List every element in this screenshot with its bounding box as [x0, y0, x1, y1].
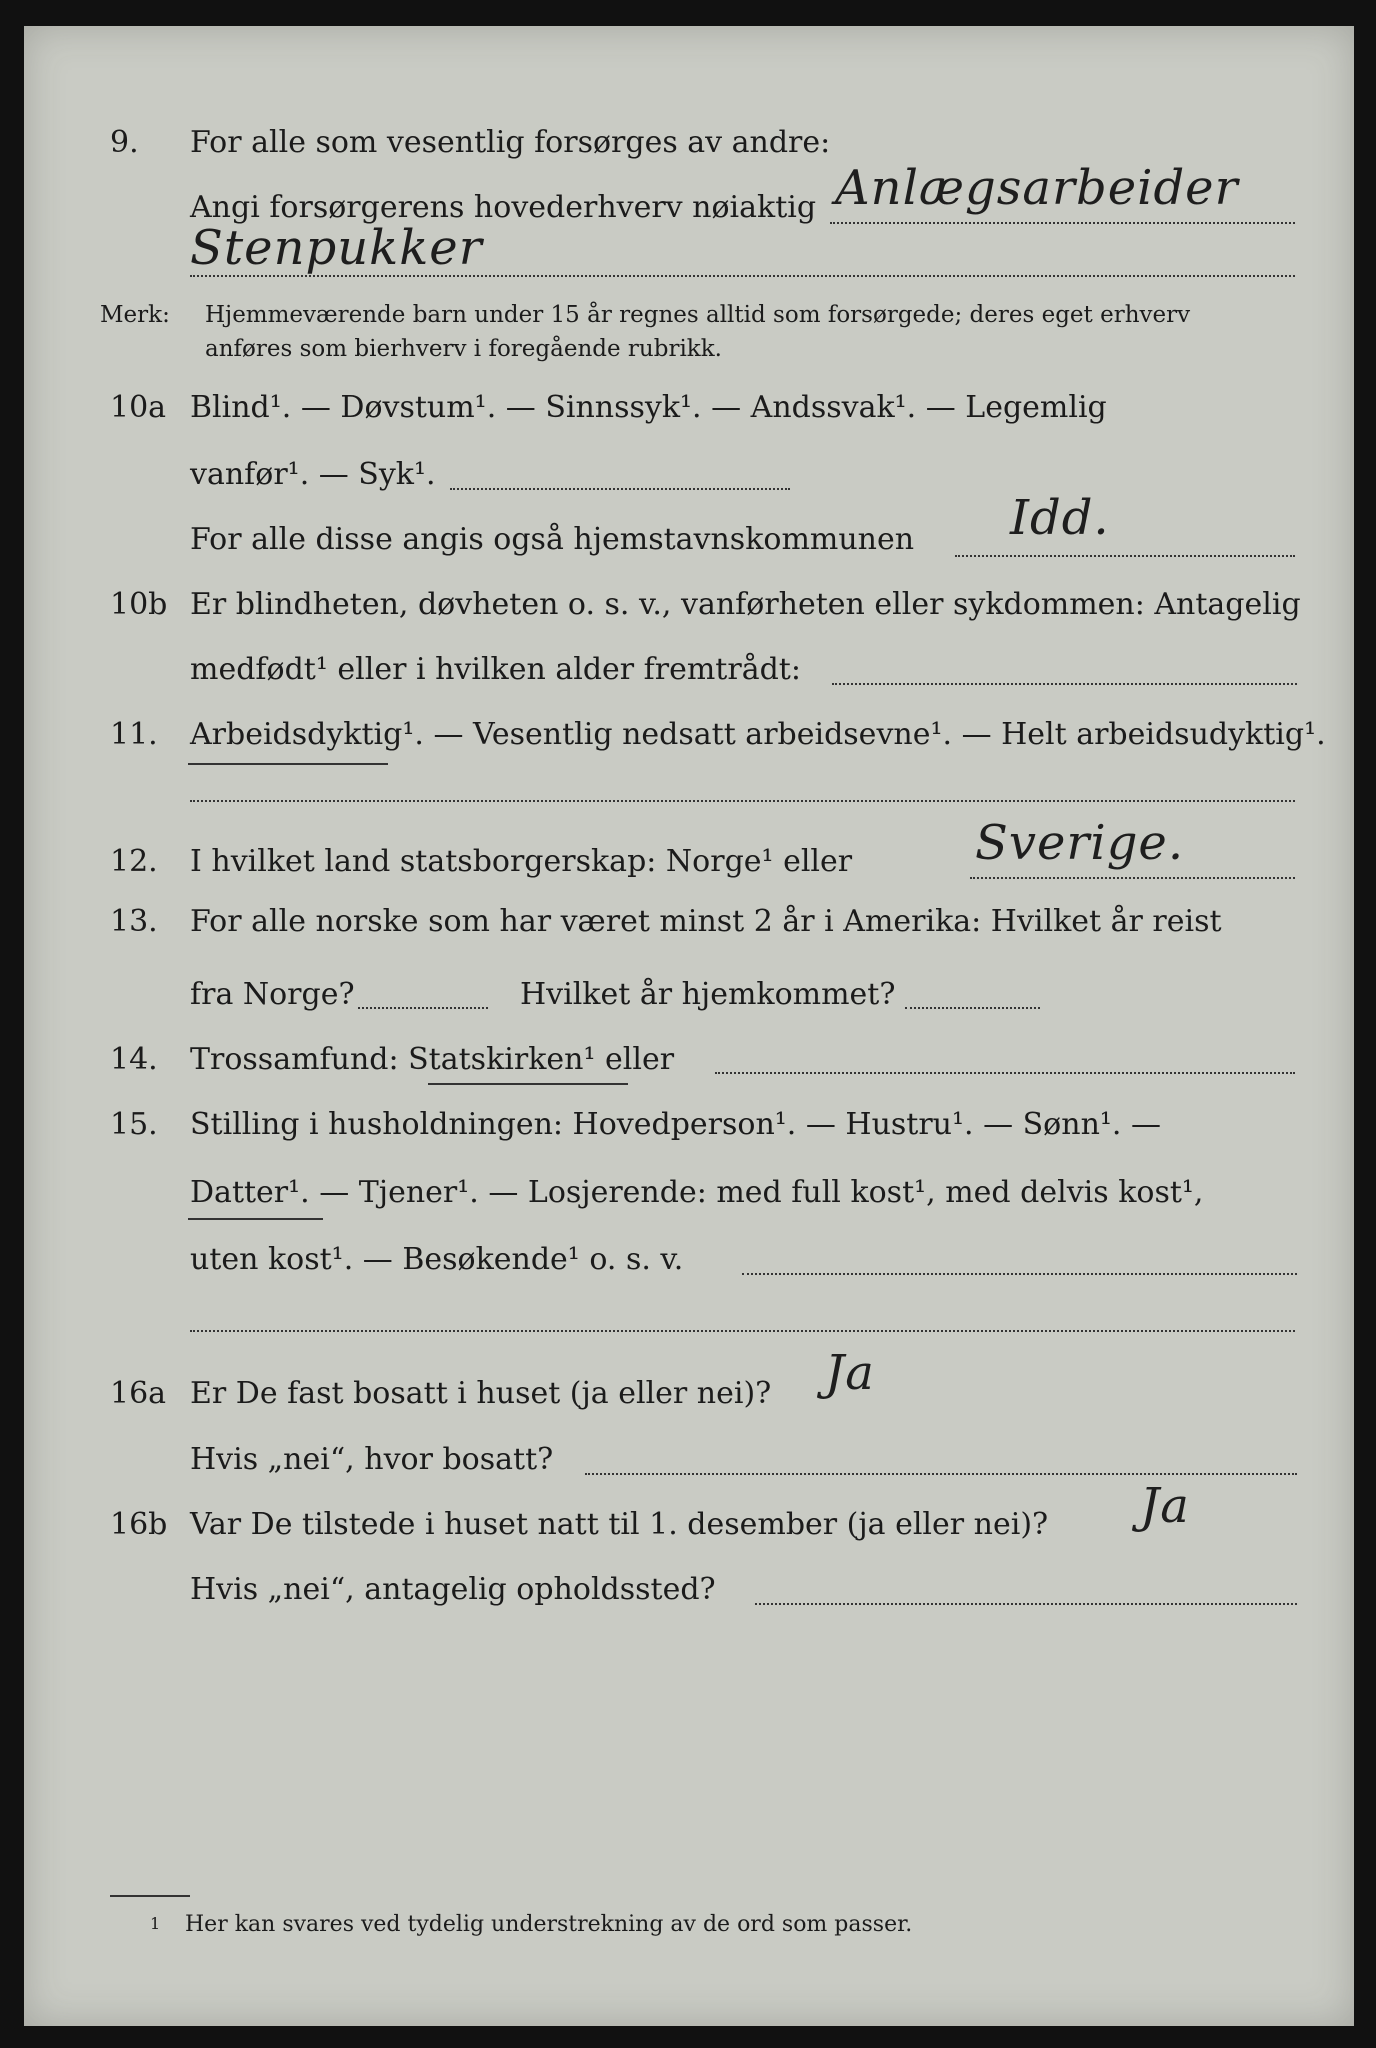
question-10b-answer-line	[832, 683, 1297, 685]
note-text-1: Hjemmeværende barn under 15 år regnes alltid som forsørgede; deres eget erhverv	[205, 302, 1191, 328]
question-14-answer-underline	[428, 1083, 628, 1085]
question-10a-handwritten-answer: Idd.	[1010, 490, 1110, 546]
question-10b-number: 10b	[110, 587, 168, 622]
question-13-return-text: Hvilket år hjemkommet?	[520, 977, 896, 1012]
question-11-number: 11.	[110, 717, 158, 752]
footnote-mark: 1	[150, 1914, 161, 1933]
question-12-number: 12.	[110, 844, 158, 879]
question-12-handwritten-answer: Sverige.	[975, 815, 1185, 871]
question-10a-row-3	[0, 510, 1376, 570]
question-9-answer-line-1	[830, 222, 1295, 224]
question-10b-row-2	[0, 640, 1376, 700]
question-16a-row-1	[0, 1364, 1376, 1424]
question-11-answer-underline	[188, 763, 388, 765]
question-9-text: For alle som vesentlig forsørges av andre:	[190, 125, 831, 160]
question-16b-subtext: Hvis „nei“, antagelig opholdssted?	[190, 1572, 716, 1607]
question-12-answer-line	[970, 877, 1295, 879]
question-15-answer-line-1	[742, 1273, 1297, 1275]
question-16b-row-2	[0, 1560, 1376, 1620]
question-16a-number: 16a	[110, 1376, 167, 1411]
question-13-number: 13.	[110, 904, 158, 939]
note-row-2	[0, 332, 1376, 366]
question-13-row-1	[0, 892, 1376, 952]
question-14-answer-line	[715, 1072, 1295, 1074]
question-15-subtext-2: uten kost¹. — Besøkende¹ o. s. v.	[190, 1242, 684, 1277]
question-10a-subtext: vanfør¹. — Syk¹.	[190, 457, 436, 492]
question-15-text: Stilling i husholdningen: Hovedperson¹. — Hustru¹. — Sønn¹. —	[190, 1107, 1161, 1142]
question-10b-subtext: medfødt¹ eller i hvilken alder fremtrådt:	[190, 652, 801, 687]
footnote-text: Her kan svares ved tydelig understrekning av de ord som passer.	[185, 1912, 913, 1937]
question-16b-answer-line	[755, 1603, 1297, 1605]
question-15-row-2	[0, 1163, 1376, 1223]
question-12-text: I hvilket land statsborgerskap: Norge¹ eller	[190, 844, 853, 879]
question-10a-answer-line	[955, 555, 1295, 557]
note-text-2: anføres som bierhverv i foregående rubrikk.	[205, 336, 722, 362]
question-10a-number: 10a	[110, 390, 167, 425]
question-10a-sick-line	[450, 488, 790, 490]
question-16a-subtext: Hvis „nei“, hvor bosatt?	[190, 1442, 554, 1477]
question-14-row	[0, 1030, 1376, 1090]
question-13-text: For alle norske som har været minst 2 år i Amerika: Hvilket år reist	[190, 904, 1222, 939]
question-15-answer-underline	[188, 1218, 323, 1220]
question-13-row-2	[0, 965, 1376, 1025]
question-14-text: Trossamfund: Statskirken¹ eller	[190, 1042, 675, 1077]
question-14-number: 14.	[110, 1042, 158, 1077]
question-11-row	[0, 705, 1376, 765]
question-9-number: 9.	[110, 125, 139, 160]
question-16a-handwritten-answer: Ja	[825, 1345, 875, 1401]
note-label: Merk:	[100, 302, 170, 328]
footnote-rule	[110, 1895, 190, 1897]
question-16b-number: 16b	[110, 1507, 168, 1542]
question-10a-row-2	[0, 445, 1376, 505]
question-9-handwritten-answer-a: Anlægsarbeider	[835, 160, 1239, 216]
question-13-departure-text: fra Norge?	[190, 977, 355, 1012]
question-16a-answer-line	[585, 1473, 1297, 1475]
question-10a-municipality-text: For alle disse angis også hjemstavnskommunen	[190, 522, 915, 557]
question-16b-text: Var De tilstede i huset natt til 1. desember (ja eller nei)?	[190, 1507, 1049, 1542]
question-11-text: Arbeidsdyktig¹. — Vesentlig nedsatt arbeidsevne¹. — Helt arbeidsudyktig¹.	[190, 717, 1326, 752]
question-16a-text: Er De fast bosatt i huset (ja eller nei)?	[190, 1376, 772, 1411]
question-16b-handwritten-answer: Ja	[1140, 1478, 1190, 1534]
question-11-answer-line	[190, 800, 1295, 802]
question-9-handwritten-answer-b: Stenpukker	[190, 220, 483, 276]
question-10a-text: Blind¹. — Døvstum¹. — Sinnssyk¹. — Andssvak¹. — Legemlig	[190, 390, 1107, 425]
question-10b-text: Er blindheten, døvheten o. s. v., vanførheten eller sykdommen: Antagelig	[190, 587, 1301, 622]
question-15-subtext-1: Datter¹. — Tjener¹. — Losjerende: med full kost¹, med delvis kost¹,	[190, 1175, 1204, 1210]
question-15-answer-line-2	[190, 1330, 1295, 1332]
question-10b-row-1	[0, 575, 1376, 635]
question-15-number: 15.	[110, 1107, 158, 1142]
question-9-subtext: Angi forsørgerens hovederhverv nøiaktig	[190, 190, 817, 225]
question-15-row-3	[0, 1230, 1376, 1290]
question-13-departure-line	[358, 1007, 488, 1009]
question-15-row-1	[0, 1095, 1376, 1155]
question-13-return-line	[905, 1007, 1040, 1009]
note-row-1	[0, 298, 1376, 332]
question-10a-row-1	[0, 378, 1376, 438]
